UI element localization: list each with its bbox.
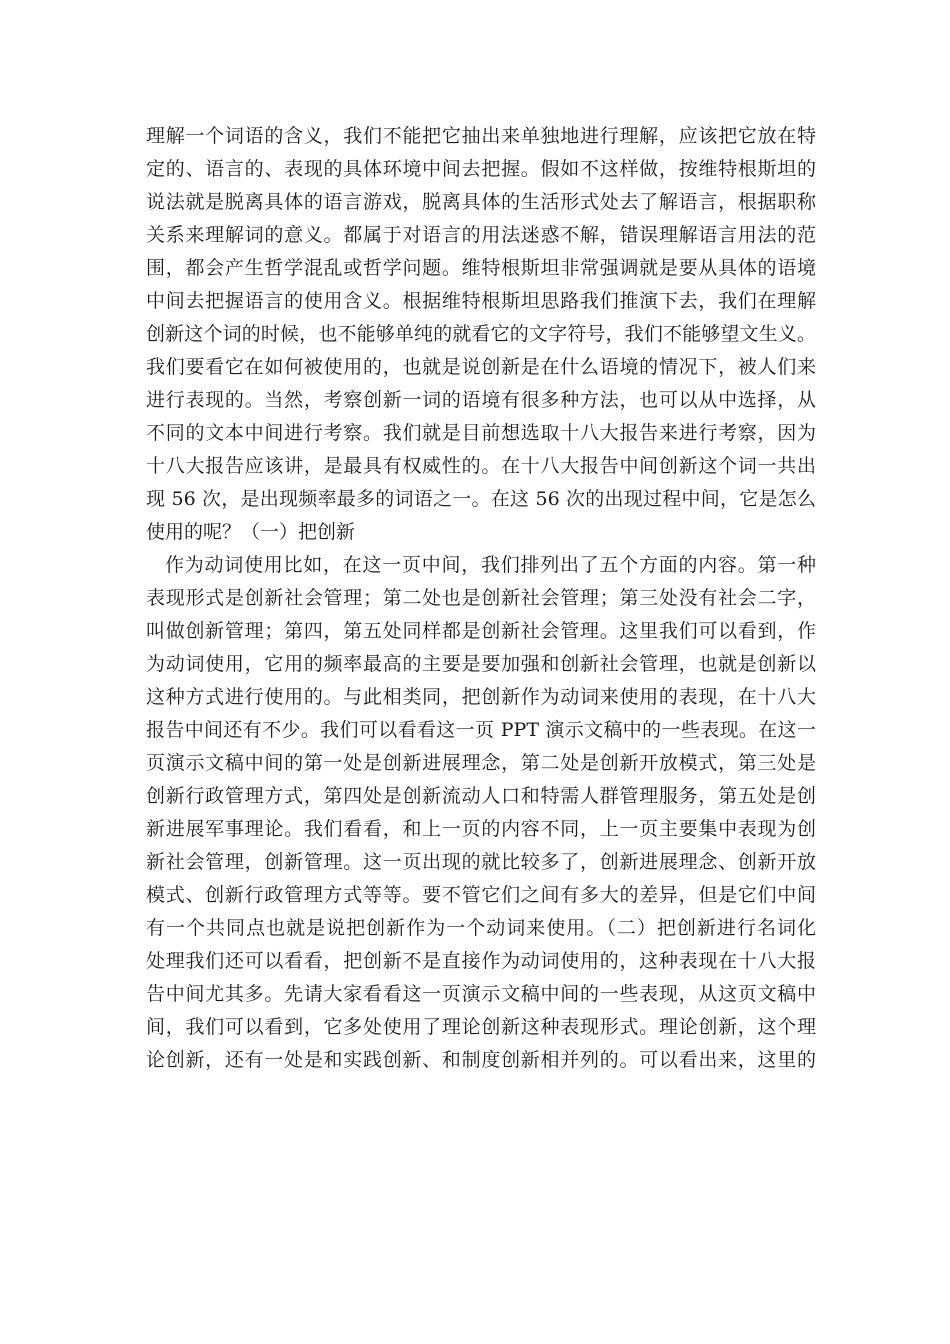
text-line: 报告中间还有不少。我们可以看看这一页 PPT 演示文稿中的一些表现。在这一 — [146, 719, 816, 741]
text-line: 新进展军事理论。我们看看，和上一页的内容不同，上一页主要集中表现为创 — [146, 818, 816, 840]
text-line: 关系来理解词的意义。都属于对语言的用法迷惑不解，错误理解语言用法的范 — [146, 224, 816, 246]
text-line: 现 56 次，是出现频率最多的词语之一。在这 56 次的出现过程中间，它是怎么 — [146, 488, 816, 510]
text-line: 作为动词使用比如，在这一页中间，我们排列出了五个方面的内容。第一种 — [165, 554, 816, 576]
text-line: 中间去把握语言的使用含义。根据维特根斯坦思路我们推演下去，我们在理解 — [146, 290, 816, 312]
document-body — [146, 120, 816, 1077]
text-line: 表现形式是创新社会管理；第二处也是创新社会管理；第三处没有社会二字， — [146, 587, 816, 609]
text-line: 间，我们可以看到，它多处使用了理论创新这种表现形式。理论创新，这个理 — [146, 1016, 816, 1038]
text-line: 创新这个词的时候，也不能够单纯的就看它的文字符号，我们不能够望文生义。 — [146, 323, 816, 345]
text-line: 处理我们还可以看看，把创新不是直接作为动词使用的，这种表现在十八大报 — [146, 950, 816, 972]
text-line: 这种方式进行使用的。与此相类同，把创新作为动词来使用的表现，在十八大 — [146, 686, 816, 708]
text-line: 模式、创新行政管理方式等等。要不管它们之间有多大的差异，但是它们中间 — [146, 884, 816, 906]
text-line: 说法就是脱离具体的语言游戏，脱离具体的生活形式处去了解语言，根据职称 — [146, 191, 816, 213]
text-line: 叫做创新管理；第四，第五处同样都是创新社会管理。这里我们可以看到，作 — [146, 620, 816, 642]
text-line: 为动词使用，它用的频率最高的主要是要加强和创新社会管理，也就是创新以 — [146, 653, 816, 675]
paragraph-2 — [146, 549, 816, 1077]
text-line: 围，都会产生哲学混乱或哲学问题。维特根斯坦非常强调就是要从具体的语境 — [146, 257, 816, 279]
text-line: 进行表现的。当然，考察创新一词的语境有很多种方法，也可以从中选择，从 — [146, 389, 816, 411]
paragraph-1 — [146, 120, 816, 549]
text-line: 使用的呢？（一）把创新 — [146, 521, 356, 543]
text-line: 有一个共同点也就是说把创新作为一个动词来使用。（二）把创新进行名词化 — [146, 917, 816, 939]
text-line: 新社会管理，创新管理。这一页出现的就比较多了，创新进展理念、创新开放 — [146, 851, 816, 873]
text-line: 定的、语言的、表现的具体环境中间去把握。假如不这样做，按维特根斯坦的 — [146, 158, 816, 180]
text-line: 告中间尤其多。先请大家看看这一页演示文稿中间的一些表现，从这页文稿中 — [146, 983, 816, 1005]
text-line: 十八大报告应该讲，是最具有权威性的。在十八大报告中间创新这个词一共出 — [146, 455, 816, 477]
text-line: 页演示文稿中间的第一处是创新进展理念，第二处是创新开放模式，第三处是 — [146, 752, 816, 774]
text-line: 不同的文本中间进行考察。我们就是目前想选取十八大报告来进行考察，因为 — [146, 422, 816, 444]
text-line: 理解一个词语的含义，我们不能把它抽出来单独地进行理解，应该把它放在特 — [146, 125, 816, 147]
text-line: 创新行政管理方式，第四处是创新流动人口和特需人群管理服务，第五处是创 — [146, 785, 816, 807]
text-line: 我们要看它在如何被使用的，也就是说创新是在什么语境的情况下，被人们来 — [146, 356, 816, 378]
text-line: 论创新，还有一处是和实践创新、和制度创新相并列的。可以看出来，这里的 — [146, 1049, 816, 1071]
